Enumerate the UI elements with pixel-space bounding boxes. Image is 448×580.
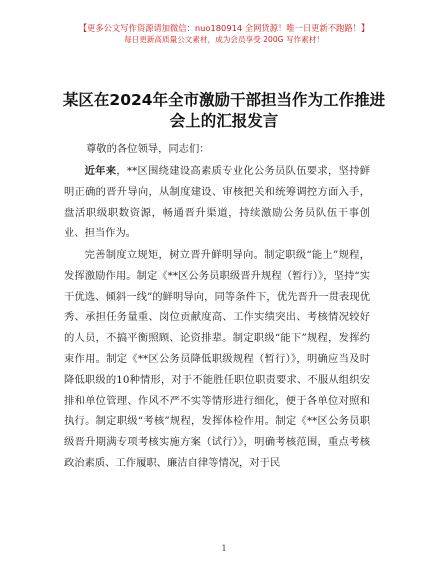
document-title [56,90,392,132]
document-title-line-1: 某区在2024年全市激励干部担当作为工作推进 [62,91,386,109]
salutation: 尊敬的各位领导，同志们： [86,143,210,155]
paragraph-intro-text: ，**区围绕建设高素质专业化公务员队伍要求，坚持鲜明正确的晋升导向，从制度建设、审核把关和统筹调控方面入手，盘活职级职数资源，畅通晋升渠道，持续激励公务员队伍干事创业、担当作为。 [64,165,371,240]
paragraph-institution: 完善制度立规矩，树立晋升鲜明导向。制定职级“能上”规程，发挥激励作用。制定《**区公务员职级晋升规程（暂行）》，坚持“实干优选、倾斜一线”的鲜明导向，同等条件下，优先晋升一贯表现优秀、承担任务量重、岗位贡献度高、工作实绩突出、考核情况较好的人员，不搞平衡照顾、论资排辈。制定职级“能下”规程，发挥约束作用。制定《**区公务员降低职级规程（暂行）》，明确应当及时降低职级的10种情形，对于不能胜任职位职责要求、不服从组织安排和单位管理、作风不严不实等情形进行细化，便于各单位对照和执行。制定职级“考核”规程，发挥体检作用。制定《**区公务员职级晋升期满专项考核实施方案（试行）》，明确考核范围，重点考核政治素质、工作履职、廉洁自律等情况，对于民 [64,249,370,469]
promo-banner-line-1: 【更多公文写作资源请加微信：nuo180914 全网货源！唯一日更新不跑路！】 [78,23,370,33]
paragraph-intro-lead: 近年来 [84,165,117,177]
document-title-line-2: 会上的汇报发言 [169,112,279,130]
promo-banner [0,22,448,46]
promo-banner-line-2: 每日更新高质量公文素材，成为会员享受 200G 写作素材！ [124,35,324,44]
paragraph-intro [64,161,370,244]
page-number: 1 [221,544,227,553]
